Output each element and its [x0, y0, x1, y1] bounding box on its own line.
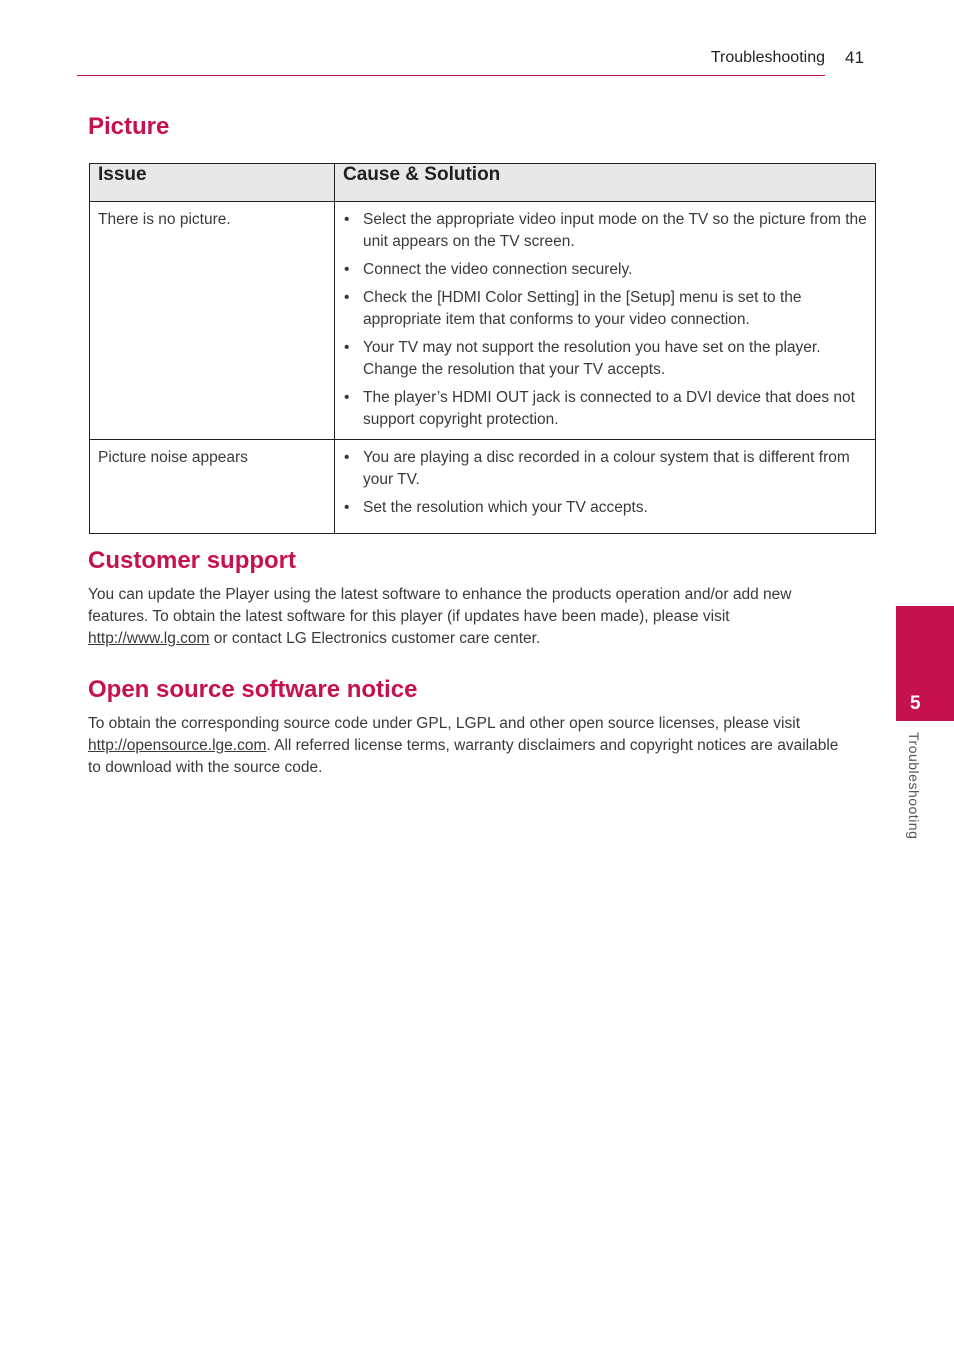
solution-text: Check the [HDMI Color Setting] in the [Setup] menu is set to the appropriate item that conforms to your video connection.	[363, 289, 802, 328]
customer-support-title: Customer support	[88, 547, 297, 574]
solution-list	[343, 447, 867, 519]
open-source-paragraph	[88, 713, 848, 779]
issue-cell: Picture noise appears	[90, 440, 335, 534]
solution-text: Connect the video connection securely.	[363, 261, 633, 278]
solution-text: Your TV may not support the resolution you have set on the player. Change the resolution that your TV accepts.	[363, 339, 821, 378]
header-rule	[77, 75, 825, 76]
bullet-icon: •	[344, 499, 350, 516]
issue-cell: There is no picture.	[90, 202, 335, 440]
solution-text: Select the appropriate video input mode on the TV so the picture from the unit appears on the TV screen.	[363, 211, 867, 250]
solution-text: The player’s HDMI OUT jack is connected to a DVI device that does not support copyright protection.	[363, 389, 855, 428]
list-item	[343, 337, 867, 381]
list-item	[343, 447, 867, 491]
open-source-text-end: . All referred license terms, warranty disclaimers and copyright notices are available to download with the source code.	[88, 737, 839, 776]
list-item	[343, 387, 867, 431]
bullet-icon: •	[344, 261, 350, 278]
list-item	[343, 259, 867, 281]
customer-support-text: You can update the Player using the latest software to enhance the products operation and/or add new features. To obtain the latest software for this player (if updates have been made), please visit	[88, 586, 792, 625]
customer-support-text-end: or contact LG Electronics customer care center.	[209, 630, 541, 647]
lg-website-link[interactable]: http://www.lg.com	[88, 630, 210, 647]
table-row	[90, 440, 876, 534]
running-header-label: Troubleshooting	[710, 49, 825, 66]
solution-text: You are playing a disc recorded in a colour system that is different from your TV.	[363, 449, 850, 488]
solution-cell	[335, 202, 876, 440]
chapter-side-label: Troubleshooting	[906, 732, 922, 840]
chapter-number: 5	[910, 693, 921, 714]
list-item	[343, 209, 867, 253]
solution-text: Set the resolution which your TV accepts.	[363, 499, 648, 516]
customer-support-paragraph	[88, 584, 848, 650]
bullet-icon: •	[344, 211, 350, 228]
header-cause-solution: Cause & Solution	[335, 164, 876, 202]
table-row	[90, 202, 876, 440]
chapter-tab	[896, 606, 954, 721]
picture-section-title: Picture	[88, 113, 170, 140]
table-header-row	[90, 164, 876, 202]
solution-cell	[335, 440, 876, 534]
page-number: 41	[845, 48, 864, 67]
bullet-icon: •	[344, 389, 350, 406]
open-source-notice-title: Open source software notice	[88, 676, 418, 703]
bullet-icon: •	[344, 289, 350, 306]
header-issue: Issue	[90, 164, 335, 202]
picture-troubleshooting-table	[89, 163, 876, 534]
open-source-text: To obtain the corresponding source code under GPL, LGPL and other open source licenses, please visit	[88, 715, 801, 732]
list-item	[343, 497, 867, 519]
bullet-icon: •	[344, 339, 350, 356]
solution-list	[343, 209, 867, 431]
opensource-website-link[interactable]: http://opensource.lge.com	[88, 737, 267, 754]
list-item	[343, 287, 867, 331]
bullet-icon: •	[344, 449, 350, 466]
